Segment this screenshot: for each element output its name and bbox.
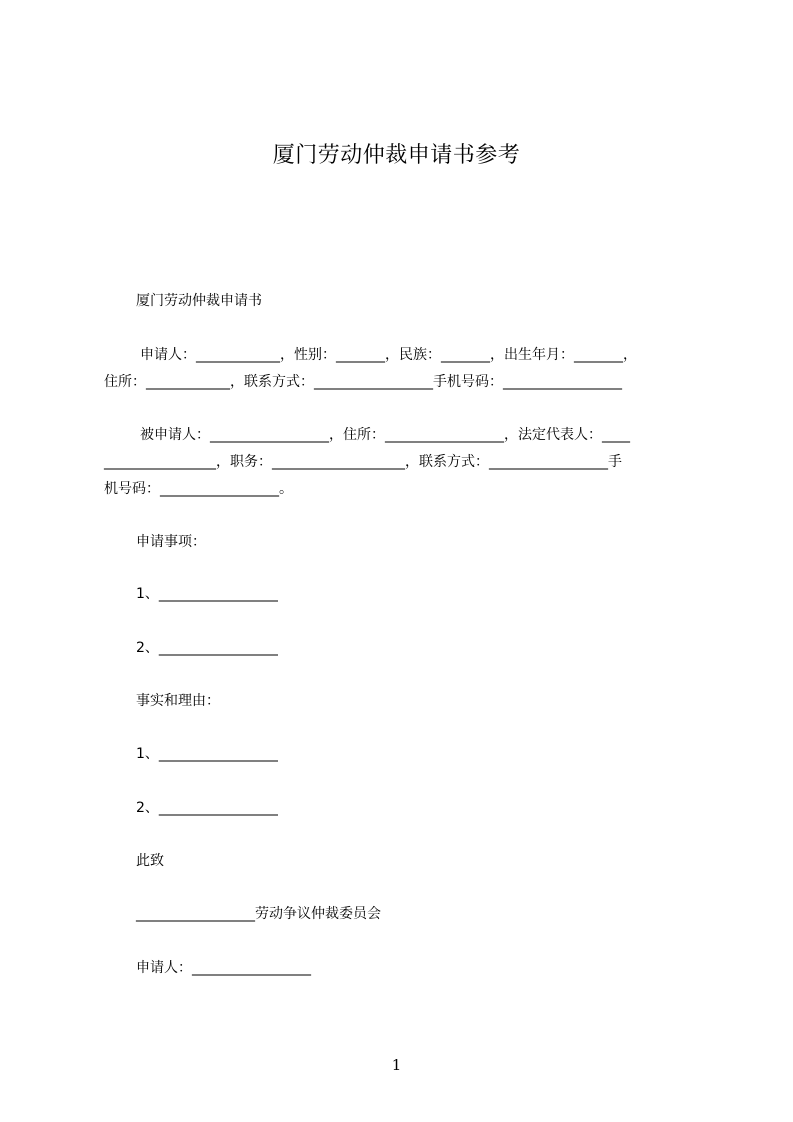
respondent-line-1: 被申请人：_________________，住所：_________________，法定代表人：____	[140, 427, 630, 443]
committee-line: _________________劳动争议仲裁委员会	[136, 906, 381, 922]
applicant-line-1: 申请人：____________，性别：_______，民族：_______，出生年月：_______，	[140, 347, 637, 363]
claim-item-2: 2、_________________	[136, 640, 278, 656]
facts-heading: 事实和理由：	[136, 693, 220, 709]
signature-line: 申请人：_________________	[136, 960, 311, 976]
respondent-line-3: 机号码：_________________。	[104, 481, 293, 497]
form-heading: 厦门劳动仲裁申请书	[136, 293, 262, 309]
document-title: 厦门劳动仲裁申请书参考	[272, 143, 521, 168]
applicant-line-2: 住所：____________，联系方式：_________________手机号码：_________________	[104, 374, 622, 390]
respondent-line-2: ________________，职务：___________________，联系方式：_________________手	[104, 454, 622, 470]
claim-item-1: 1、_________________	[136, 586, 278, 602]
fact-item-1: 1、_________________	[136, 746, 278, 762]
closing-phrase: 此致	[136, 853, 164, 869]
claims-heading: 申请事项：	[136, 534, 206, 550]
page-number: 1	[391, 1056, 402, 1074]
fact-item-2: 2、_________________	[136, 800, 278, 816]
